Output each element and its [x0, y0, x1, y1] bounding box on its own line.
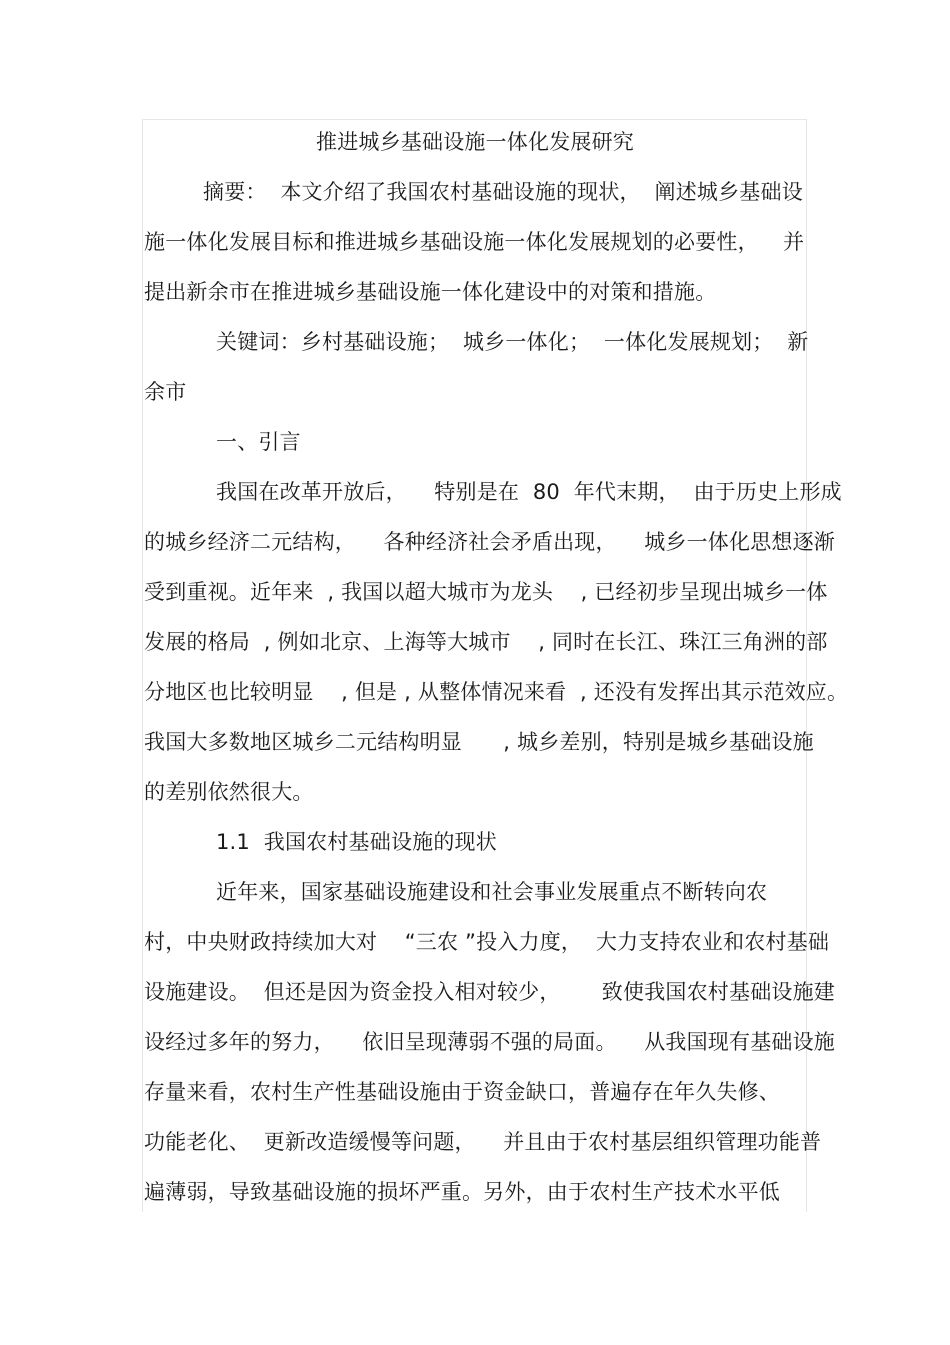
paragraph-line: 村，中央财政持续加大对 “三农 ”投入力度， 大力支持农业和农村基础 — [144, 930, 830, 954]
abstract-line-2: 施一体化发展目标和推进城乡基础设施一体化发展规划的必要性， — [144, 230, 759, 254]
keywords-line-1: 关键词：乡村基础设施； 城乡一体化； 一体化发展规划； 新 — [216, 330, 809, 354]
paragraph-line: 功能老化、 更新改造缓慢等问题， 并且由于农村基层组织管理功能普 — [144, 1130, 822, 1154]
keywords-line-2: 余市 — [144, 380, 187, 404]
paragraph-line: 的城乡经济二元结构， 各种经济社会矛盾出现， 城乡一体化思想逐渐 — [144, 530, 835, 554]
paragraph-line: 我国在改革开放后， 特别是在 80 年代末期， 由于历史上形成 — [216, 480, 842, 504]
paragraph-line: 的差别依然很大。 — [144, 780, 314, 804]
document-title: 推进城乡基础设施一体化发展研究 — [316, 130, 634, 154]
subsection-heading: 1.1 我国农村基础设施的现状 — [216, 830, 497, 854]
paragraph-line: 我国大多数地区城乡二元结构明显 , 城乡差别，特别是城乡基础设施 — [144, 730, 814, 754]
abstract-line-3: 提出新余市在推进城乡基础设施一体化建设中的对策和措施。 — [144, 280, 717, 304]
paragraph-line: 遍薄弱，导致基础设施的损坏严重。另外，由于农村生产技术水平低 — [144, 1180, 780, 1204]
paragraph-line: 发展的格局 , 例如北京、上海等大城市 , 同时在长江、珠江三角洲的部 — [144, 630, 828, 654]
paragraph-line: 近年来，国家基础设施建设和社会事业发展重点不断转向农 — [216, 880, 768, 904]
abstract-line-1: 摘要： 本文介绍了我国农村基础设施的现状， 阐述城乡基础设 — [203, 180, 803, 204]
abstract-line-2-tail: 并 — [783, 230, 805, 254]
paragraph-line: 分地区也比较明显 , 但是 , 从整体情况来看 , 还没有发挥出其示范效应。 — [144, 680, 849, 704]
paragraph-line: 存量来看，农村生产性基础设施由于资金缺口，普遍存在年久失修、 — [144, 1080, 780, 1104]
section-heading-intro: 一、引言 — [216, 430, 301, 454]
paragraph-line: 受到重视。近年来 , 我国以超大城市为龙头 , 已经初步呈现出城乡一体 — [144, 580, 828, 604]
paragraph-line: 设经过多年的努力， 依旧呈现薄弱不强的局面。 从我国现有基础设施 — [144, 1030, 835, 1054]
paragraph-line: 设施建设。 但还是因为资金投入相对较少， 致使我国农村基础设施建 — [144, 980, 835, 1004]
